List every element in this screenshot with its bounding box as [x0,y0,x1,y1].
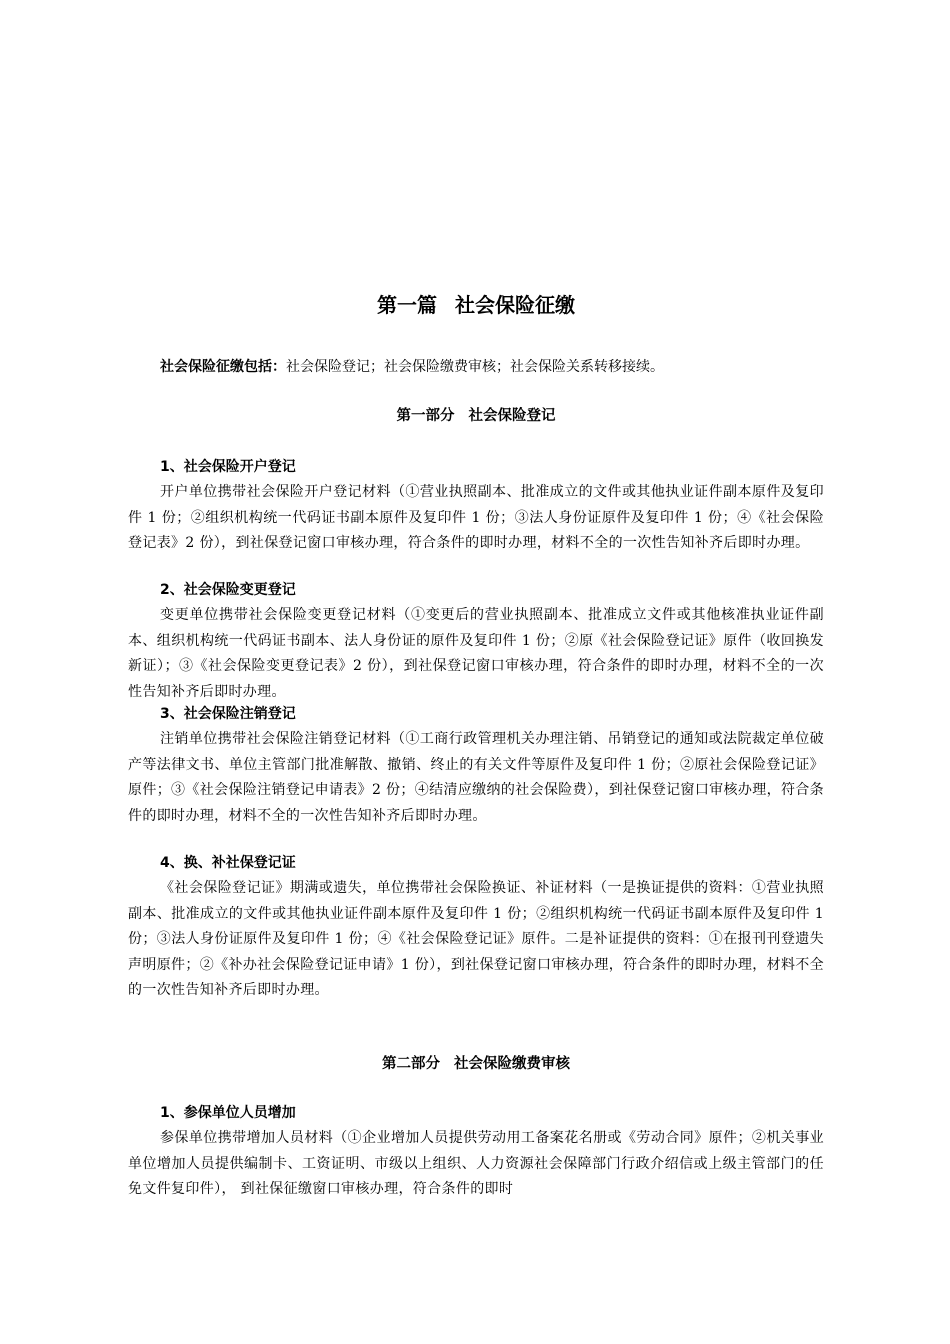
part1-section-3 [128,702,824,829]
section-body: 《社会保险登记证》期满或遗失，单位携带社会保险换证、补证材料（一是换证提供的资料：①营业执照副本、批准成立的文件或其他执业证件副本原件及复印件 1 份；②组织机构统一代码证书副本原件及复印件 1 份；③法人身份证原件及复印件 1 份；④《社会保险登记证》原件。二是补证提供的资料：①在报刊刊登遗失声明原件；②《补办社会保险登记证申请》1 份），到社保登记窗口审核办理，符合条件的即时办理，材料不全的一次性告知补齐后即时办理。 [128,880,824,999]
part2-heading-label: 第二部分 [382,1056,440,1072]
title-part-label: 第一篇 [377,293,437,317]
title-text: 社会保险征缴 [455,293,575,317]
intro-lead: 社会保险征缴包括： [160,359,286,375]
section-body: 变更单位携带社会保险变更登记材料（①变更后的营业执照副本、批准成立文件或其他核准执业证件副本、组织机构统一代码证书副本、法人身份证的原件及复印件 1 份；②原《社会保险登记证》原件（收回换发新证）；③《社会保险变更登记表》2 份），到社保登记窗口审核办理，符合条件的即时办理，材料不全的一次性告知补齐后即时办理。 [128,607,824,700]
document-page [128,0,824,1344]
section-title: 3、社会保险注销登记 [160,706,296,722]
section-title: 1、社会保险开户登记 [160,459,296,475]
section-title: 4、换、补社保登记证 [160,855,296,871]
part1-heading-label: 第一部分 [396,408,455,424]
section-title: 1、参保单位人员增加 [160,1105,296,1121]
part1-heading-text: 社会保险登记 [468,408,556,424]
section-body: 参保单位携带增加人员材料（①企业增加人员提供劳动用工备案花名册或《劳动合同》原件；②机关事业单位增加人员提供编制卡、工资证明、市级以上组织、人力资源社会保障部门行政介绍信或上级主管部门的任免文件复印件）， 到社保征缴窗口审核办理，符合条件的即时 [128,1130,824,1198]
page-title [128,290,824,320]
section-title: 2、社会保险变更登记 [160,582,296,598]
part1-heading [128,404,824,428]
intro-text: 社会保险登记；社会保险缴费审核；社会保险关系转移接续。 [286,359,664,375]
intro-paragraph [128,355,824,379]
part2-heading [128,1052,824,1076]
part2-section-1 [128,1101,824,1203]
section-body: 开户单位携带社会保险开户登记材料（①营业执照副本、批准成立的文件或其他执业证件副本原件及复印件 1 份；②组织机构统一代码证书副本原件及复印件 1 份；③法人身份证原件及复印件 1 份；④《社会保险登记表》2 份），到社保登记窗口审核办理，符合条件的即时办理，材料不全的一次性告知补齐后即时办理。 [128,484,824,552]
part1-section-4 [128,851,824,1004]
section-body: 注销单位携带社会保险注销登记材料（①工商行政管理机关办理注销、吊销登记的通知或法院裁定单位破产等法律文书、单位主管部门批准解散、撤销、终止的有关文件等原件及复印件 1 份；②原社会保险登记证》原件；③《社会保险注销登记申请表》2 份；④结清应缴纳的社会保险费），到社保登记窗口审核办理，符合条件的即时办理，材料不全的一次性告知补齐后即时办理。 [128,731,824,824]
part2-heading-text: 社会保险缴费审核 [454,1056,570,1072]
part1-section-1 [128,455,824,557]
part1-section-2 [128,578,824,705]
